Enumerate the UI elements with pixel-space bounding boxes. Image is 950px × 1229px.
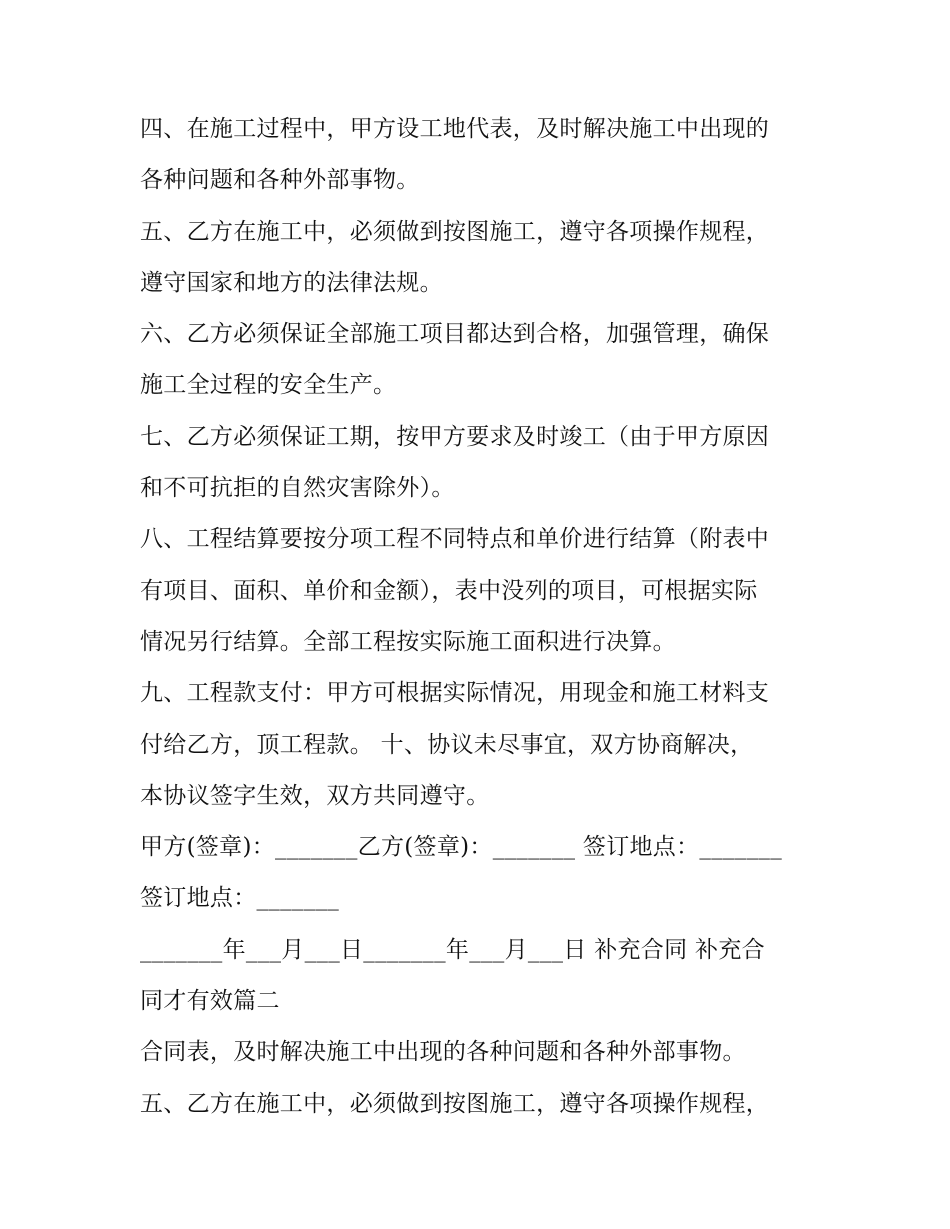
- section-title-line: 同才有效篇二: [140, 988, 280, 1015]
- clause-9-line-2: 付给乙方，顶工程款。 十、协议未尽事宜，双方协商解决，: [140, 731, 754, 758]
- section-2-line-2: 五、乙方在施工中，必须做到按图施工，遵守各项操作规程，: [140, 1090, 770, 1117]
- clause-4-line-1: 四、在施工过程中，甲方设工地代表，及时解决施工中出现的: [140, 116, 770, 142]
- signature-line: 甲方(签章)：_______乙方(签章)：_______ 签订地点：_______: [140, 834, 783, 861]
- clause-4-line-2: 各种问题和各种外部事物。: [140, 167, 420, 194]
- clause-9-line-1: 九、工程款支付：甲方可根据实际情况，用现金和施工材料支: [140, 680, 770, 707]
- clause-6-line-1: 六、乙方必须保证全部施工项目都达到合格，加强管理，确保: [140, 321, 770, 348]
- clause-7-line-1: 七、乙方必须保证工期，按甲方要求及时竣工（由于甲方原因: [140, 423, 770, 450]
- clause-5-line-1: 五、乙方在施工中，必须做到按图施工，遵守各项操作规程，: [140, 218, 770, 245]
- clause-8-line-3: 情况另行结算。全部工程按实际施工面积进行决算。: [140, 628, 676, 655]
- clause-6-line-2: 施工全过程的安全生产。: [140, 372, 397, 399]
- clause-10-line: 本协议签字生效，双方共同遵守。: [140, 782, 490, 809]
- document-body: [140, 104, 830, 1130]
- clause-8-line-1: 八、工程结算要按分项工程不同特点和单价进行结算（附表中: [140, 526, 770, 553]
- section-2-line-1: 合同表，及时解决施工中出现的各种问题和各种外部事物。: [140, 1039, 746, 1066]
- clause-7-line-2: 和不可抗拒的自然灾害除外）。: [140, 475, 455, 502]
- signing-location-line: 签订地点：_______: [140, 885, 340, 912]
- clause-8-line-2: 有项目、面积、单价和金额），表中没列的项目，可根据实际: [140, 577, 758, 604]
- clause-5-line-2: 遵守国家和地方的法律法规。: [140, 269, 443, 296]
- date-line: _______年___月___日_______年___月___日 补充合同 补充合: [140, 936, 765, 963]
